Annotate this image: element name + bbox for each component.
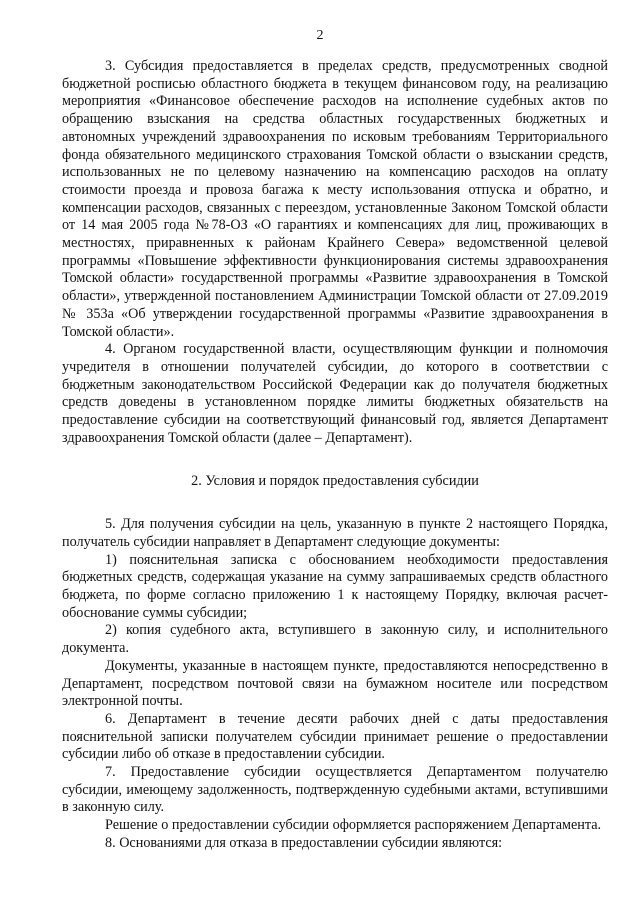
paragraph-5-documents: 5. Для получения субсидии на цель, указанную в пункте 2 настоящего Порядка, получатель субсидии направляет в Департамент следующие документы: [62,516,608,550]
section-heading: 2. Условия и порядок предоставления субсидии [191,473,479,490]
paragraph-7-provision: 7. Предоставление субсидии осуществляется Департаментом получателю субсидии, имеющему задолженность, подтвержденную судебными актами, вступившими в законную силу. [62,764,608,816]
list-item-explanatory-note: 1) пояснительная записка с обоснованием необходимости предоставления бюджетных средств, содержащая указание на сумму запрашиваемых средств областного бюджета, по форме согласно приложению 1 к настоящему Порядку, включая расчет-обоснование суммы субсидии; [62,551,608,621]
document-body [62,58,608,853]
paragraph-decision-order: Решение о предоставлении субсидии оформляется распоряжением Департамента. [105,817,602,834]
paragraph-4-department-role: 4. Органом государственной власти, осуществляющим функции и полномочия учредителя в отношении получателей субсидии, до которого в соответствии с бюджетным законодательством Российской Федерации как до получателя бюджетных средств доведены в установленном порядке лимиты бюджетных обязательств на предоставление субсидии на соответствующий финансовый год, является Департамент здравоохранения Томской области (далее – Департамент). [62,341,608,446]
page-number: 2 [316,28,324,43]
list-item-court-act-copy: 2) копия судебного акта, вступившего в законную силу, и исполнительного документа. [62,622,608,657]
paragraph-3-subsidy-funding: 3. Субсидия предоставляется в пределах средств, предусмотренных сводной бюджетной росписью областного бюджета в текущем финансовом году, на реализацию мероприятия «Финансовое обеспечение расходов на исполнение судебных актов по обращению взыскания на средства областных государственных бюджетных и автономных учреждений здравоохранения по исковым требованиям Территориального фонда обязательного медицинского страхования Томской области о взыскании средств, использованных не по целевому назначению на компенсацию расходов на оплату стоимости проезда и провоза багажа к месту использования отпуска и обратно, и компенсации расходов, связанных с переездом, установленные Законом Томской области от 14 мая 2005 года №78-ОЗ «О гарантиях и компенсациях для лиц, проживающих в местностях, приравненных к районам Крайнего Севера» ведомственной целевой программы «Повышение эффективности функционирования системы здравоохранения Томской области» государственной программы «Развитие здравоохранения в Томской области», утвержденной постановлением Администрации Томской области от 27.09.2019 № 353а «Об утверждении государственной программы «Развитие здравоохранения в Томской области». [62,58,608,340]
paragraph-6-decision-period: 6. Департамент в течение десяти рабочих дней с даты предоставления пояснительной записки получателем субсидии принимает решение о предоставлении субсидии либо об отказе в предоставлении субсидии. [62,710,608,763]
paragraph-8-refusal-grounds: 8. Основаниями для отказа в предоставлении субсидии являются: [105,834,503,851]
paragraph-submission-method: Документы, указанные в настоящем пункте, предоставляются непосредственно в Департамент, посредством почтовой связи на бумажном носителе или посредством электронной почты. [62,657,608,710]
